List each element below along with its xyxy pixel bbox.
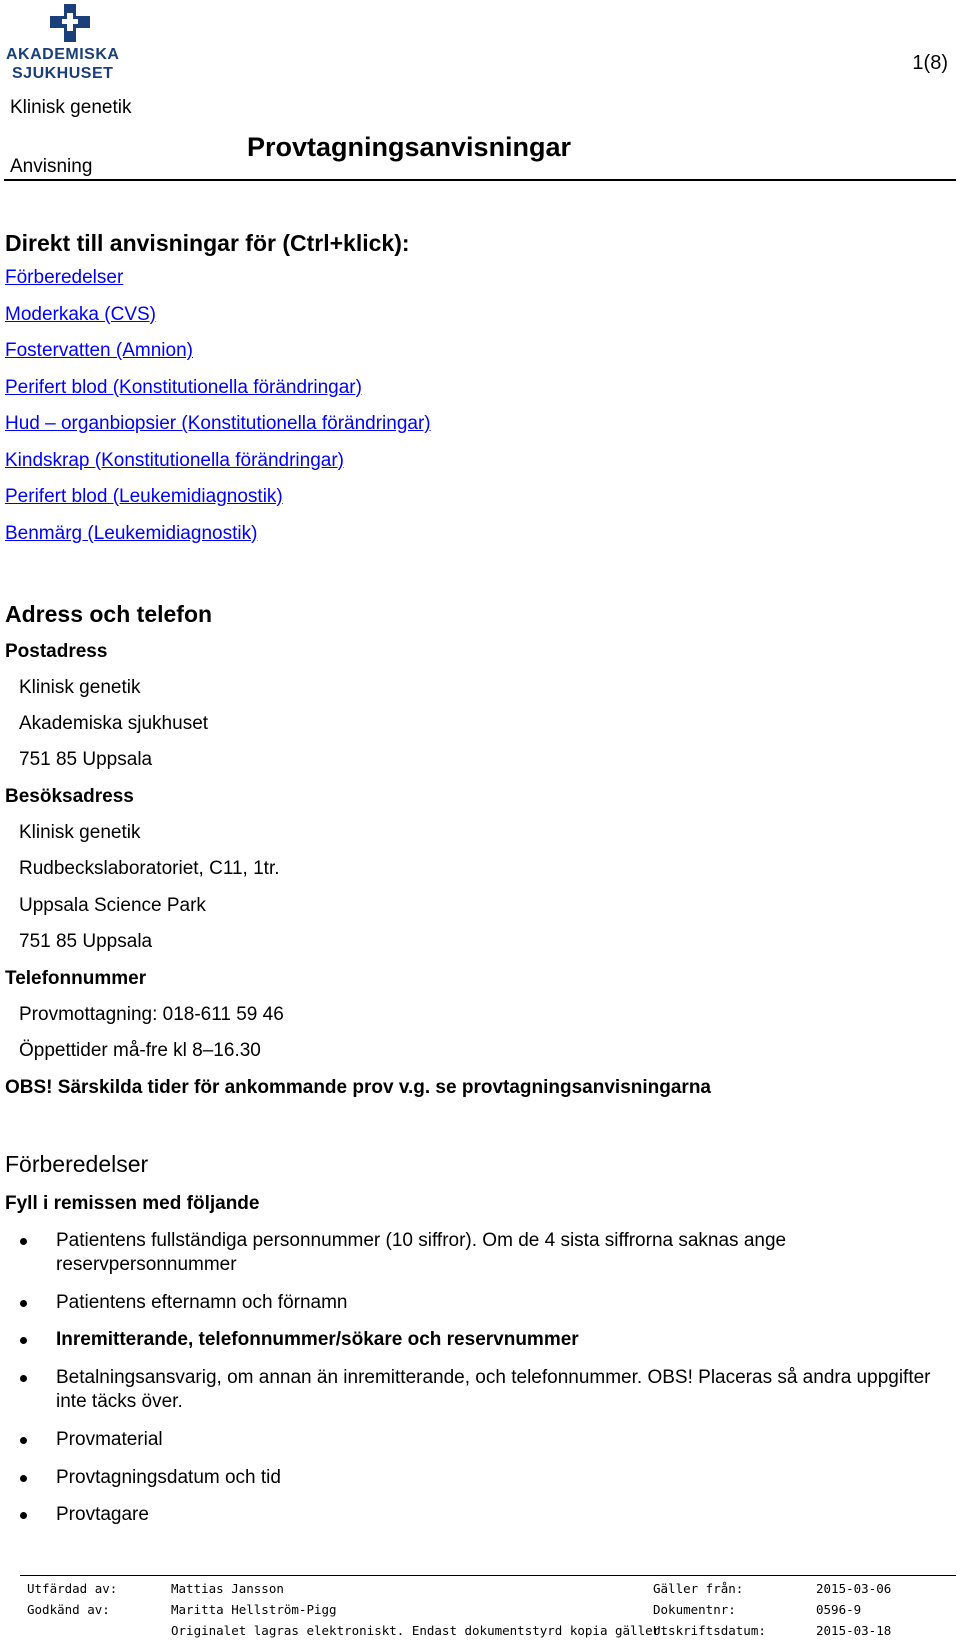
toc-item xyxy=(5,267,431,304)
postal-line: Klinisk genetik xyxy=(19,677,141,698)
footer-docnum-value: 0596-9 xyxy=(816,1602,862,1617)
toc-link-moderkaka[interactable]: Moderkaka (CVS) xyxy=(5,303,156,325)
footer-issued-label: Utfärdad av: xyxy=(27,1581,118,1596)
toc-heading: Direkt till anvisningar för (Ctrl+klick): xyxy=(5,230,410,256)
toc-item xyxy=(5,413,431,450)
toc-link-benmarg[interactable]: Benmärg (Leukemidiagnostik) xyxy=(5,522,258,544)
footer-original-note: Originalet lagras elektroniskt. Endast dokumentstyrd kopia gäller. xyxy=(171,1623,668,1638)
phone-label: Telefonnummer xyxy=(5,968,147,989)
footer-approved-value: Maritta Hellström-Pigg xyxy=(171,1602,337,1617)
footer-divider xyxy=(20,1575,956,1576)
toc-item xyxy=(5,486,431,523)
toc-item xyxy=(5,450,431,487)
bullet-icon xyxy=(20,1375,27,1382)
toc-link-perifert-blod-leuk[interactable]: Perifert blod (Leukemidiagnostik) xyxy=(5,486,283,507)
toc-link-fostervatten[interactable]: Fostervatten (Amnion) xyxy=(5,340,193,361)
department-label: Klinisk genetik xyxy=(10,97,132,118)
bullet-icon xyxy=(20,1512,27,1519)
document-type-label: Anvisning xyxy=(10,156,93,177)
hospital-logo xyxy=(6,2,132,84)
footer-valid-value: 2015-03-06 xyxy=(816,1581,892,1596)
visit-line: Klinisk genetik xyxy=(19,822,141,843)
postal-address-label: Postadress xyxy=(5,641,108,662)
preparations-subheading: Fyll i remissen med följande xyxy=(5,1193,260,1214)
footer-printed-label: Utskriftsdatum: xyxy=(653,1623,766,1638)
toc-link-forberedelser[interactable]: Förberedelser xyxy=(5,267,124,288)
toc-link-perifert-blod-konst[interactable]: Perifert blod (Konstitutionella förändringar) xyxy=(5,376,362,398)
opening-hours-line: Öppettider må-fre kl 8–16.30 xyxy=(19,1040,261,1061)
footer-printed-value: 2015-03-18 xyxy=(816,1623,892,1638)
footer-docnum-label: Dokumentnr: xyxy=(653,1602,736,1617)
bullet-icon xyxy=(20,1238,27,1245)
header-divider xyxy=(4,179,956,181)
phone-line: Provmottagning: 018-611 59 46 xyxy=(19,1004,284,1025)
toc-link-kindskrap[interactable]: Kindskrap (Konstitutionella förändringar) xyxy=(5,449,345,471)
toc-item xyxy=(5,340,431,377)
bullet-icon xyxy=(20,1300,27,1307)
postal-line: Akademiska sjukhuset xyxy=(19,713,209,734)
footer-issued-value: Mattias Jansson xyxy=(171,1581,284,1596)
bullet-icon xyxy=(20,1475,27,1482)
toc-item xyxy=(5,377,431,414)
bullet-icon xyxy=(20,1437,27,1444)
preparations-heading: Förberedelser xyxy=(5,1151,149,1177)
obs-notice: OBS! Särskilda tider för ankommande prov v.g. se provtagningsanvisningarna xyxy=(5,1077,711,1098)
visit-line: 751 85 Uppsala xyxy=(19,931,153,952)
footer-valid-label: Gäller från: xyxy=(653,1581,744,1596)
visit-line: Uppsala Science Park xyxy=(19,895,206,916)
document-title: Provtagningsanvisningar xyxy=(247,132,572,162)
postal-line: 751 85 Uppsala xyxy=(19,749,153,770)
toc-link-hud-organbiopsier[interactable]: Hud – organbiopsier (Konstitutionella förändringar) xyxy=(5,413,431,434)
logo-text-line1: AKADEMISKA xyxy=(6,46,120,63)
visit-line: Rudbeckslaboratoriet, C11, 1tr. xyxy=(19,858,280,879)
toc-link-list xyxy=(5,267,431,559)
visit-address-label: Besöksadress xyxy=(5,786,134,807)
bullet-icon xyxy=(20,1337,27,1344)
toc-item xyxy=(5,523,431,560)
page-number: 1(8) xyxy=(912,52,948,74)
logo-cross-icon xyxy=(50,4,90,42)
address-heading: Adress och telefon xyxy=(5,601,213,627)
footer-approved-label: Godkänd av: xyxy=(27,1602,110,1617)
logo-text-line2: SJUKHUSET xyxy=(12,65,114,82)
toc-item xyxy=(5,304,431,341)
